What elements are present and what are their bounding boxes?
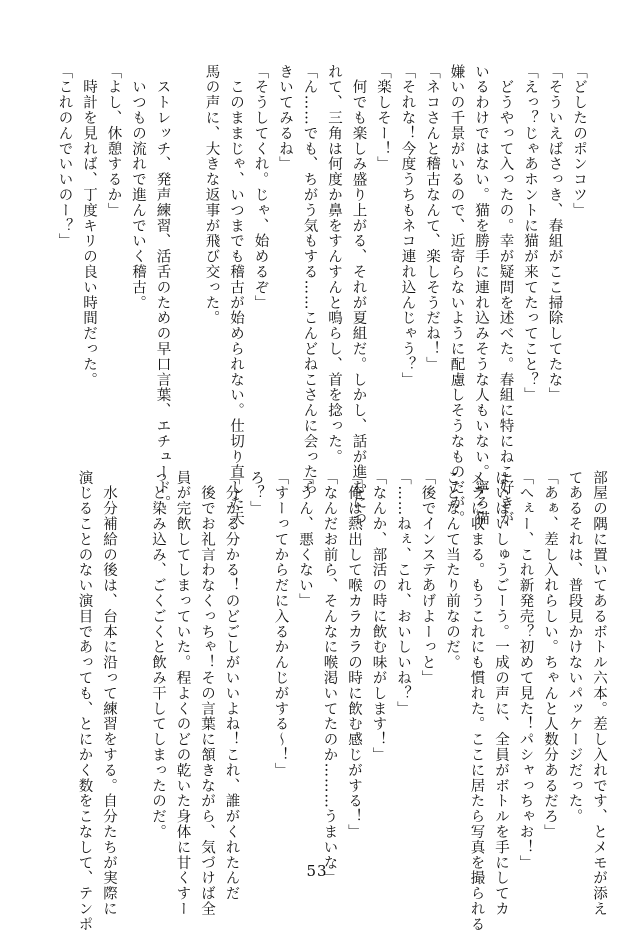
- text-line: 馬の声に、大きな返事が飛び交った。: [203, 64, 220, 326]
- text-line: 「えっ？じゃあホントに猫が来てたってこと？」: [522, 64, 538, 403]
- text-line: [121, 470, 146, 858]
- text-line: 「そういえばさっき、春組がここ掃除してたな」: [546, 64, 563, 403]
- text-line: 「それな！今度うちもネコ連れ込んじゃう？」: [399, 64, 416, 388]
- text-line: 嫌いの千景がいるので、近寄らないように配慮しそうなものだが。: [448, 64, 465, 526]
- page-number: 53: [306, 862, 328, 880]
- text-line: 「うん、悪くない」: [297, 470, 313, 609]
- text-line: 「へぇー、これ新発売？初めて見た！パシャっちゃお！」: [517, 470, 534, 871]
- text-line: 水分補給の後は、台本に沿って練習をする。自分たちが実際に: [101, 470, 117, 917]
- text-line: ろ？」: [248, 470, 264, 517]
- text-line: 員が完飲してしまっていた。程よくのどの乾いた身体に甘くすー: [174, 470, 191, 917]
- text-line: 「ネコさんと稽古なんて、楽しそうだね！」: [424, 64, 440, 372]
- text-line: ことなんて当たり前なのだ。: [444, 470, 460, 671]
- text-line: 部屋の隅に置いてあるボトル六本。差し入れです、とメモが添え: [591, 470, 607, 917]
- text-line: 時計を見れば、丁度キリの良い時間だった。: [81, 64, 97, 388]
- text-line: 「分かる分かる！のどごしがいいよね！これ、誰がくれたんだ: [223, 470, 240, 902]
- text-line: はいはいしゅうごーう。一成の声に、全員がボトルを手にしてカ: [493, 470, 509, 917]
- text-line: 「そうしてくれ。じゃ、始めるぞ」: [252, 64, 269, 311]
- text-line: 「なんか、部活の時に飲む味がします！」: [370, 470, 387, 763]
- text-line: このままじゃ、いつまでも稽古が始められない。仕切り直した天: [228, 64, 244, 526]
- text-line: どうやって入ったの。幸が疑問を述べた。春組に特にねこ好きが: [497, 64, 514, 526]
- text-line: メラに収まる。もうこれにも慣れた。ここに居たら写真を撮られる: [468, 470, 485, 932]
- text-line: 「楽しそー！」: [375, 64, 391, 172]
- text-line: いるわけではない。猫を勝手に連れ込みそうな人もいない。寧ろ猫: [473, 64, 489, 526]
- text-line: 「……ねぇ、これ、おいしいね？」: [395, 470, 411, 717]
- text-line: 「すーってからだに入るかんじがする～！」: [272, 470, 289, 778]
- text-line: てあるそれは、普段見かけないパッケージだった。: [566, 470, 583, 825]
- text-line: 何でも楽しみ盛り上がる、それが夏組だ。しかし、話が進むにつ: [350, 64, 367, 526]
- text-line: [175, 64, 200, 462]
- text-line: 演じることのない演目であっても、とにかく数をこなして、テンポ: [76, 470, 93, 932]
- text-line: 「どしたのポンコツ」: [571, 64, 587, 218]
- text-line: いつもの流れで進んでいく稽古。: [130, 64, 146, 311]
- text-line: 「俺は熱出して喉カラカラの時に飲む感じがする！」: [346, 470, 362, 840]
- text-line: 「ん……でも、ちがう気もする……こんどねこさんに会ったら: [301, 64, 318, 496]
- upper-text-block: [52, 64, 591, 526]
- text-line: ストレッチ、発声練習、活舌のための早口言葉、エチュード。: [154, 64, 171, 511]
- text-line: 「後でインステあげよーっと」: [419, 470, 436, 686]
- text-line: っと染み込み、ごくごくと飲み干してしまったのだ。: [150, 470, 166, 840]
- text-line: 後でお礼言わなくっちゃ！その言葉に頷きながら、気づけば全: [199, 470, 215, 917]
- text-line: 「あぁ、差し入れらしい。ちゃんと人数分あるだろ」: [542, 470, 558, 840]
- text-line: 「これのんでいいのー？」: [56, 64, 73, 249]
- text-line: きいてみるね」: [277, 64, 293, 172]
- text-line: 「なんだお前ら、そんなに喉渇いてたのか………うまいな」: [321, 470, 338, 886]
- text-line: れて、三角は何度か鼻をすんすんと鳴らし、首を捻った。: [326, 64, 342, 465]
- text-line: 「よし、休憩するか」: [105, 64, 122, 218]
